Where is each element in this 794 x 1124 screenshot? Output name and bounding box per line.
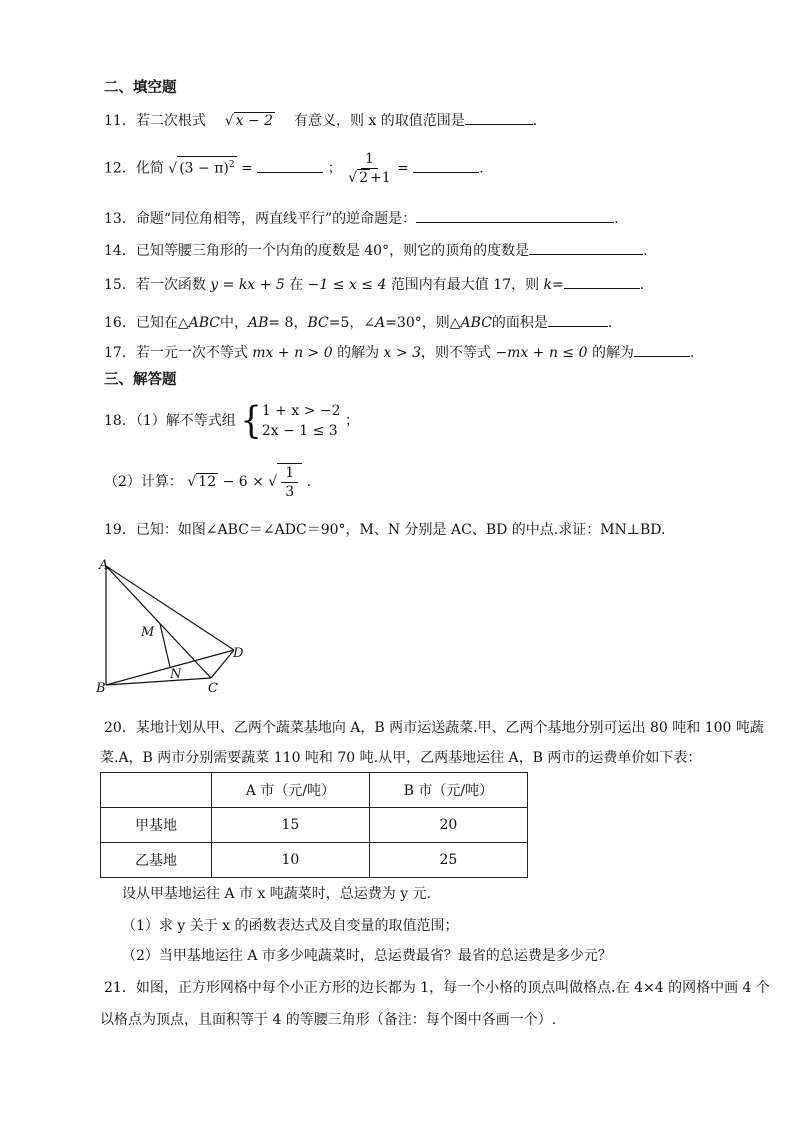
question-18-part2	[104, 460, 311, 504]
q12-eq1: =	[241, 160, 253, 177]
label-m: M	[141, 625, 155, 640]
q16-answer-blank[interactable]	[548, 312, 608, 327]
question-20-line5: （2）当甲基地运往 A 市多少吨蔬菜时，总运费最省？最省的总运费是多少元？	[122, 948, 612, 964]
q12-expr1: √ $(3 - \pi)^2$	[168, 161, 236, 177]
question-21-line1: 21．如图，正方形网格中每个小正方形的边长都为 1，每一个小格的顶点叫做格点.在 4×4 的网格中画 4 个	[104, 980, 770, 996]
q12-separator: ；	[327, 160, 342, 177]
table-header-cell: B 市（元/吨）	[369, 773, 527, 808]
q12-answer-blank-2[interactable]	[413, 158, 479, 173]
q12-frac-num: 1	[361, 150, 378, 169]
q14-text: 14．已知等腰三角形的一个内角的度数是 40°，则它的顶角的度数是	[104, 243, 530, 259]
q18-system	[262, 401, 341, 441]
q16-text-c: = 8，	[268, 315, 308, 331]
q11-radical: √ x − 2	[224, 113, 274, 129]
q17-mid: 的解为	[337, 345, 380, 361]
question-20-line4: （1）求 y 关于 x 的函数表达式及自变量的取值范围；	[122, 918, 459, 934]
question-14	[104, 240, 648, 261]
q18-part2-frac-num: 1	[281, 464, 298, 483]
q17-suffix: 的解为	[591, 345, 634, 361]
q16-ab: AB	[247, 315, 269, 331]
q15-range: −1 ≤ x ≤ 4	[307, 277, 387, 293]
q16-text-a: 16．已知在△	[104, 315, 189, 331]
q12-eq2: =	[397, 160, 409, 177]
q17-prefix: 17．若一元一次不等式	[104, 345, 248, 361]
table-row	[101, 843, 528, 878]
q15-end: .	[639, 277, 645, 293]
table-cell: 20	[369, 808, 527, 843]
q15-answer-blank[interactable]	[564, 274, 640, 289]
q14-answer-blank[interactable]	[529, 240, 643, 255]
table-cell: 25	[369, 843, 527, 878]
q13-answer-blank[interactable]	[416, 208, 614, 223]
q11-suffix: 有意义，则 x 的取值范围是	[294, 113, 465, 129]
q12-end: .	[479, 160, 484, 177]
q17-end: .	[689, 345, 695, 361]
question-15	[104, 274, 644, 295]
segment-mn	[160, 624, 170, 667]
q18-part2-end: .	[306, 474, 312, 490]
figure-19-diagram	[94, 552, 264, 702]
q12-answer-blank-1[interactable]	[257, 158, 323, 173]
table-cell: 15	[212, 808, 370, 843]
q18-row1: 1 + x > −2	[261, 403, 341, 419]
q15-prefix: 15．若一次函数	[104, 277, 206, 293]
q12-frac-den-rest: +1	[370, 170, 391, 186]
question-20-line1: 20．某地计划从甲、乙两个蔬菜基地向 A，B 两市运送蔬菜.甲、乙两个基地分别可运出 80 吨和 100 吨蔬	[104, 720, 764, 736]
table-header-cell	[101, 773, 212, 808]
table-header-cell: A 市（元/吨）	[212, 773, 370, 808]
q15-middle: 在	[289, 277, 304, 293]
q17-solution: x > 3	[383, 345, 421, 361]
q16-text-f: 的面积是	[491, 315, 548, 331]
table-cell: 乙基地	[101, 843, 212, 878]
q17-answer-blank[interactable]	[634, 342, 690, 357]
q11-radicand: x − 2	[235, 113, 274, 129]
label-d: D	[233, 646, 244, 661]
q17-ineq2: −mx + n ≤ 0	[495, 345, 588, 361]
table-cell: 10	[212, 843, 370, 878]
q12-fraction	[348, 150, 390, 187]
table-cell: 甲基地	[101, 808, 212, 843]
q13-end: .	[614, 211, 619, 227]
q18-part2-sqrt12: √ 12	[187, 474, 217, 490]
question-20-line2: 菜.A，B 两市分别需要蔬菜 110 吨和 70 吨.从甲，乙两基地运往 A，B 两市的运费单价如下表：	[100, 750, 702, 766]
q13-text: 13．命题“同位角相等，两直线平行”的逆命题是：	[104, 211, 417, 227]
q16-abc2: ABC	[460, 315, 492, 331]
question-20-line3: 设从甲基地运往 A 市 x 吨蔬菜时，总运费为 y 元.	[122, 886, 432, 902]
q16-bc: BC	[307, 315, 329, 331]
q12-expr1-exponent: 2	[228, 159, 235, 170]
q18-part2-mid: − 6 ×	[218, 474, 264, 490]
freight-rate-table	[100, 772, 528, 878]
q16-text-b: 中，	[219, 315, 248, 331]
segment-cd	[211, 650, 234, 678]
q16-abc: ABC	[188, 315, 220, 331]
q12-expr1-radicand: (3 − π)	[179, 160, 229, 177]
question-18-part1	[104, 398, 359, 444]
q18-part2-frac-den: 3	[285, 483, 295, 500]
q18-row2: 2x − 1 ≤ 3	[261, 423, 338, 439]
q16-a: A	[375, 315, 386, 331]
q15-function: y = kx + 5	[210, 277, 285, 293]
q15-suffix: 范围内有最大值 17，则	[390, 277, 540, 293]
question-12	[104, 150, 484, 190]
q11-prefix: 11．若二次根式	[104, 113, 206, 129]
question-21-line2: 以格点为顶点，且面积等于 4 的等腰三角形（备注：每个图中各画一个）.	[100, 1012, 557, 1028]
question-13	[104, 208, 619, 229]
label-a: A	[99, 558, 109, 573]
q18-part2-sqrtfrac: √ $\frac{1}{3}$	[268, 474, 302, 490]
q11-end: .	[532, 113, 538, 129]
q18-end: ；	[344, 413, 359, 429]
q14-end: .	[643, 243, 648, 259]
q18-prefix: 18．（1）解不等式组	[104, 413, 236, 429]
q18-part2-frac	[281, 464, 298, 501]
section-heading-fill-in: 二、填空题	[104, 80, 177, 96]
table-row	[101, 808, 528, 843]
label-c: C	[208, 681, 218, 696]
q18-part2-sqrtfrac-inner	[277, 463, 302, 501]
question-19: 19．已知：如图∠ABC＝∠ADC＝90°，M、N 分别是 AC、BD 的中点.求证：MN⊥BD.	[104, 522, 666, 538]
q17-ineq1: mx + n > 0	[252, 345, 333, 361]
q12-frac-den-rad: 2	[359, 170, 368, 186]
question-11	[104, 110, 537, 131]
q16-text-d: =5，∠	[328, 315, 376, 331]
q12-prefix: 12．化简	[104, 160, 164, 177]
q18-part2-prefix: （2）计算：	[104, 474, 183, 490]
q12-expr1-radicand-wrap	[177, 156, 236, 177]
q12-frac-den: √ 2 +1	[348, 170, 391, 186]
table-header-row	[101, 773, 528, 808]
q16-text-e: =30°，则△	[385, 315, 461, 331]
q18-brace: {	[240, 399, 262, 443]
q16-end: .	[607, 315, 613, 331]
q18-part2-rad: 12	[198, 474, 217, 490]
question-16	[104, 312, 612, 333]
q15-k: k=	[543, 277, 564, 293]
segment-ad	[106, 566, 234, 650]
q17-mid2: ，则不等式	[420, 345, 491, 361]
label-b: B	[96, 681, 106, 696]
label-n: N	[170, 667, 182, 682]
segment-bc	[106, 678, 211, 685]
question-17	[104, 342, 694, 363]
section-heading-solutions: 三、解答题	[104, 372, 177, 388]
q11-answer-blank[interactable]	[465, 110, 533, 125]
